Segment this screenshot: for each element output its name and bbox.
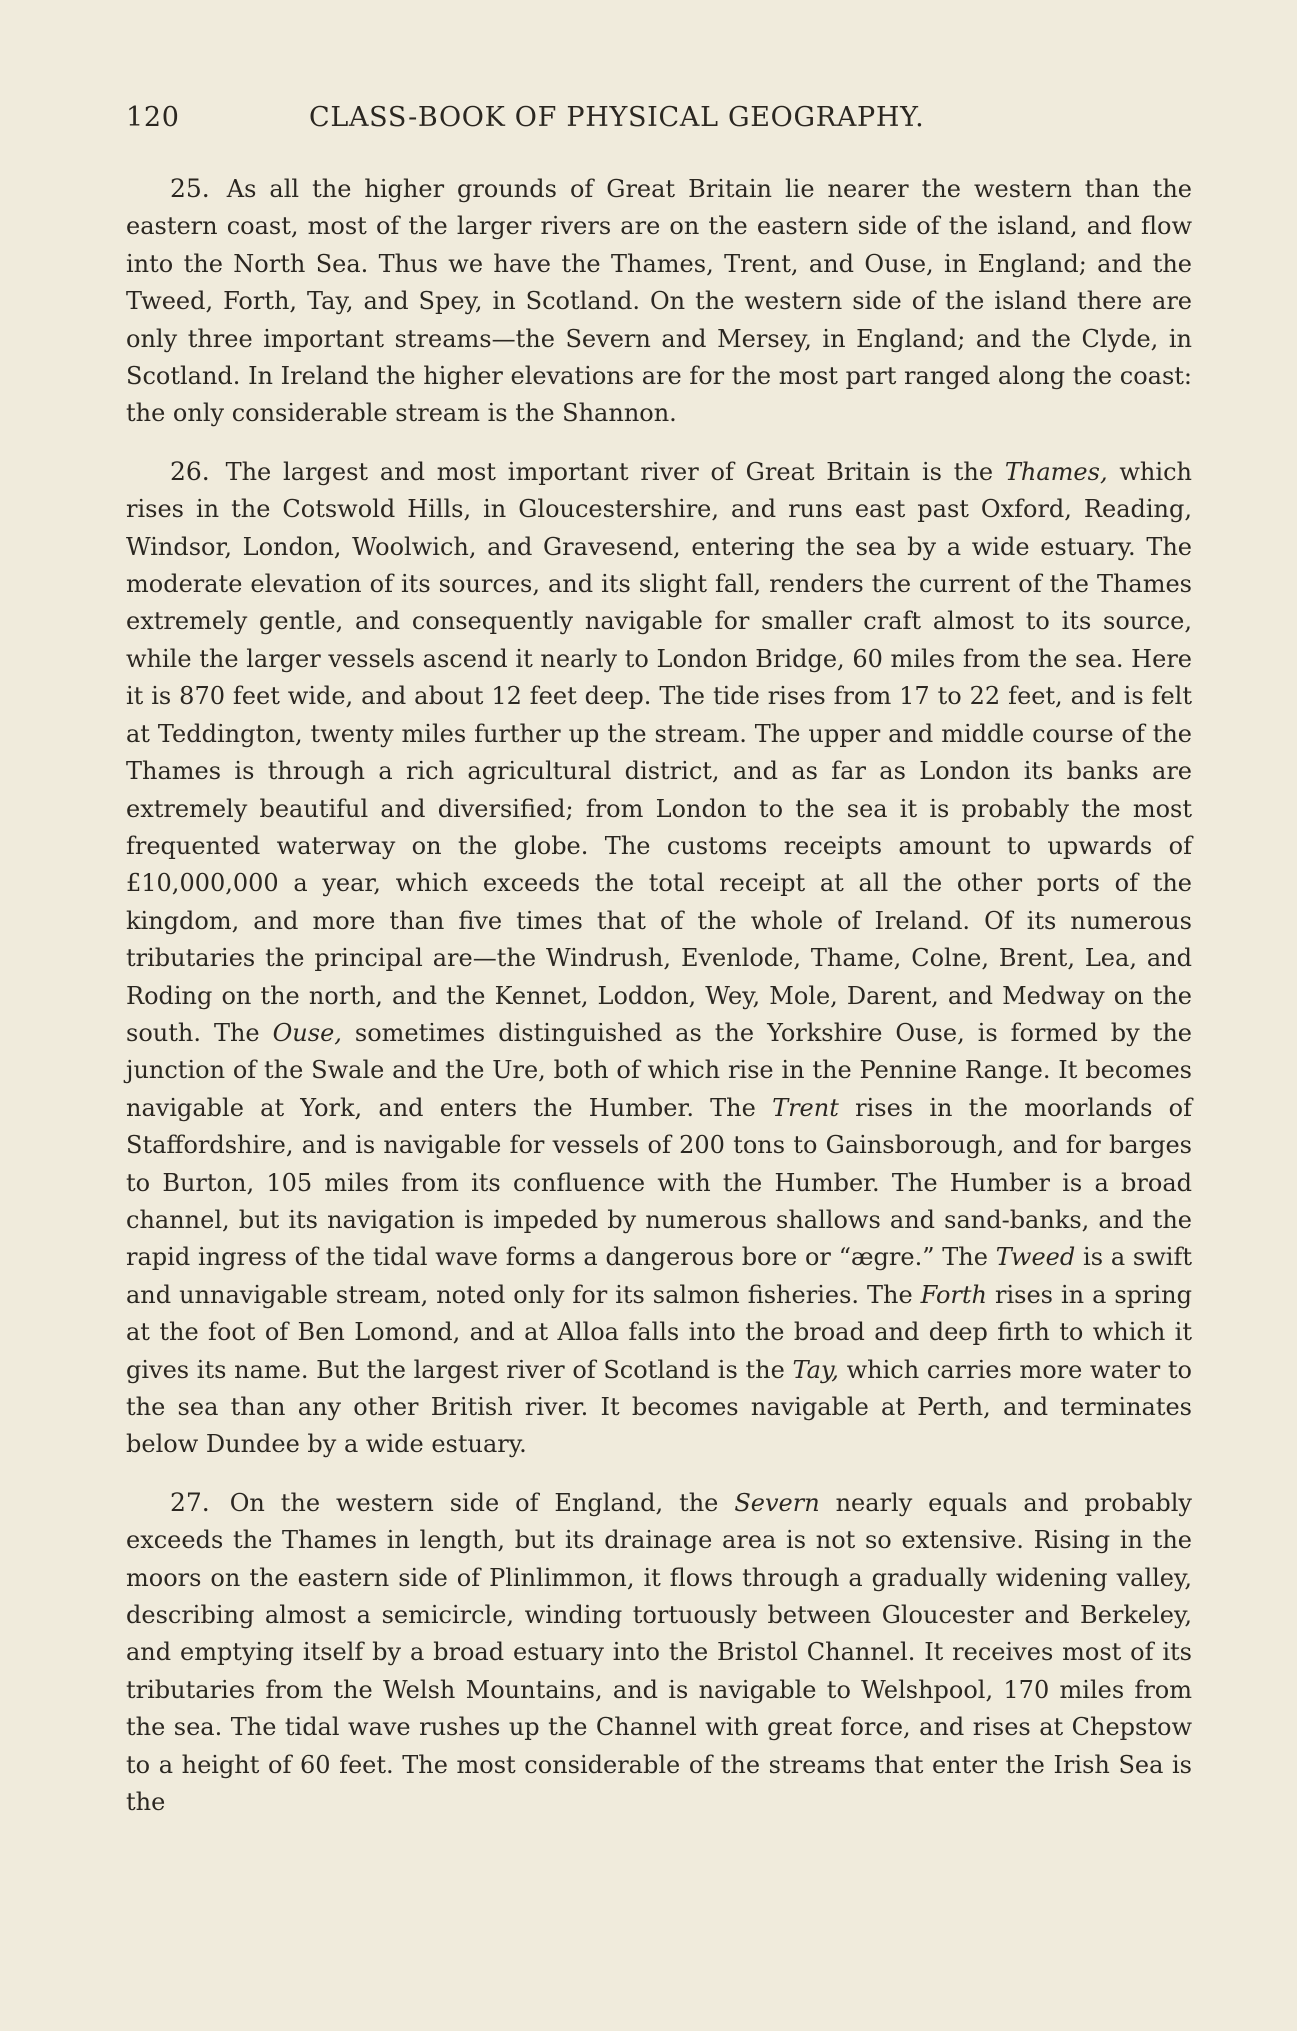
paragraph-26-text-c: which rises in the Cotswold Hills, in Gloucestershire, and runs east past Oxford, Reading, Windsor, London, Woolwich, and Gravesend, entering the sea by a wide estuary. The moderate elevation of its sources, and its slight fall, renders the current of the Thames extremely gentle, and consequently navigable for smaller craft almost to its source, while the larger vessels ascend it nearly to London Bridge, 60 miles from the sea. Here it is 870 feet wide, and about 12 feet deep. The tide rises from 17 to 22 feet, and is felt at Teddington, twenty miles further up the stream. The upper and middle course of the Thames is through a rich agricultural district, and as far as London its banks are extremely beautiful and diversified; from London to the sea it is probably the most frequented waterway on the globe. The customs receipts amount to upwards of £10,000,000 a year, which exceeds the total receipt at all the other ports of the kingdom, and more than five times that of the whole of Ireland. Of its numerous tributaries the principal are—the Windrush, Evenlode, Thame, Colne, Brent, Lea, and Roding on the north, and the Kennet, Loddon, Wey, Mole, Darent, and Medway on the south. The (126, 457, 1192, 1047)
paragraph-26-text-m: which carries more water to the sea than any other British river. It becomes navigable at Perth, and terminates below Dundee by a wide estuary. (126, 1355, 1192, 1459)
river-name-trent: Trent (772, 1093, 839, 1122)
paragraph-26-text-g: rises in the moorlands of Staffordshire, and is navigable for vessels of 200 tons to Gainsborough, and for barges to Burton, 105 miles from its confluence with the Humber. The Humber is a broad channel, but its navigation is impeded by numerous shallows and sand-banks, and the rapid ingress of the tidal wave forms a dangerous bore or “ægre.” The (126, 1093, 1192, 1272)
river-name-severn: Severn (734, 1488, 820, 1517)
paragraph-number-25: 25. (170, 174, 210, 203)
river-name-forth: Forth (920, 1280, 988, 1309)
running-title: CLASS-BOOK OF PHYSICAL GEOGRAPHY. (309, 102, 925, 133)
paragraph-26-text-e: sometimes distinguished as the Yorkshire Ouse, is formed by the junction of the Swale and the Ure, both of which rise in the Pennine Range. It becomes navigable at York, and enters the Humber. The (126, 1018, 1193, 1122)
river-name-tweed: Tweed (995, 1243, 1076, 1272)
paragraph-26 (126, 453, 1192, 1464)
paragraph-26-text-k: rises in a spring at the foot of Ben Lomond, and at Alloa falls into the broad and deep firth to which it gives its name. But the largest river of Scotland is the (126, 1280, 1192, 1384)
paragraph-number-27: 27. (170, 1487, 210, 1517)
river-name-tay: Tay, (792, 1355, 839, 1384)
running-head (126, 102, 1186, 142)
paragraph-number-26: 26. (170, 456, 210, 486)
paragraph-27-text-c: nearly equals and probably exceeds the Thames in length, but its drainage area is not so extensive. Rising in the moors on the eastern side of Plinlimmon, it flows through a gradually widening valley, describing almost a semicircle, winding tortuously between Gloucester and Berkeley, and emptying itself by a broad estuary into the Bristol Channel. It receives most of its tributaries from the Welsh Mountains, and is navigable to Welshpool, 170 miles from the sea. The tidal wave rushes up the Channel with great force, and rises at Chepstow to a height of 60 feet. The most considerable of the streams that enter the Irish Sea is the (126, 1488, 1192, 1817)
paragraph-26-text-a: The largest and most important river of Great Britain is the (225, 457, 994, 486)
river-name-thames: Thames, (1004, 457, 1108, 486)
page-body (126, 170, 1192, 2010)
paragraph-27 (126, 1484, 1192, 1822)
paragraph-25 (126, 170, 1192, 433)
paragraph-27-text-a: On the western side of England, the (229, 1488, 719, 1517)
page-number: 120 (126, 102, 180, 133)
paragraph-26-text-i: is a swift and unnavigable stream, noted only for its salmon fisheries. The (126, 1243, 1192, 1309)
river-name-ouse: Ouse, (272, 1018, 342, 1047)
paragraph-25-text: As all the higher grounds of Great Britain lie nearer the western than the eastern coast, most of the larger rivers are on the eastern side of the island, and flow into the North Sea. Thus we have the Thames, Trent, and Ouse, in England; and the Tweed, Forth, Tay, and Spey, in Scotland. On the western side of the island there are only three important streams—the Severn and Mersey, in England; and the Clyde, in Scotland. In Ireland the higher elevations are for the most part ranged along the coast: the only considerable stream is the Shannon. (126, 175, 1192, 428)
